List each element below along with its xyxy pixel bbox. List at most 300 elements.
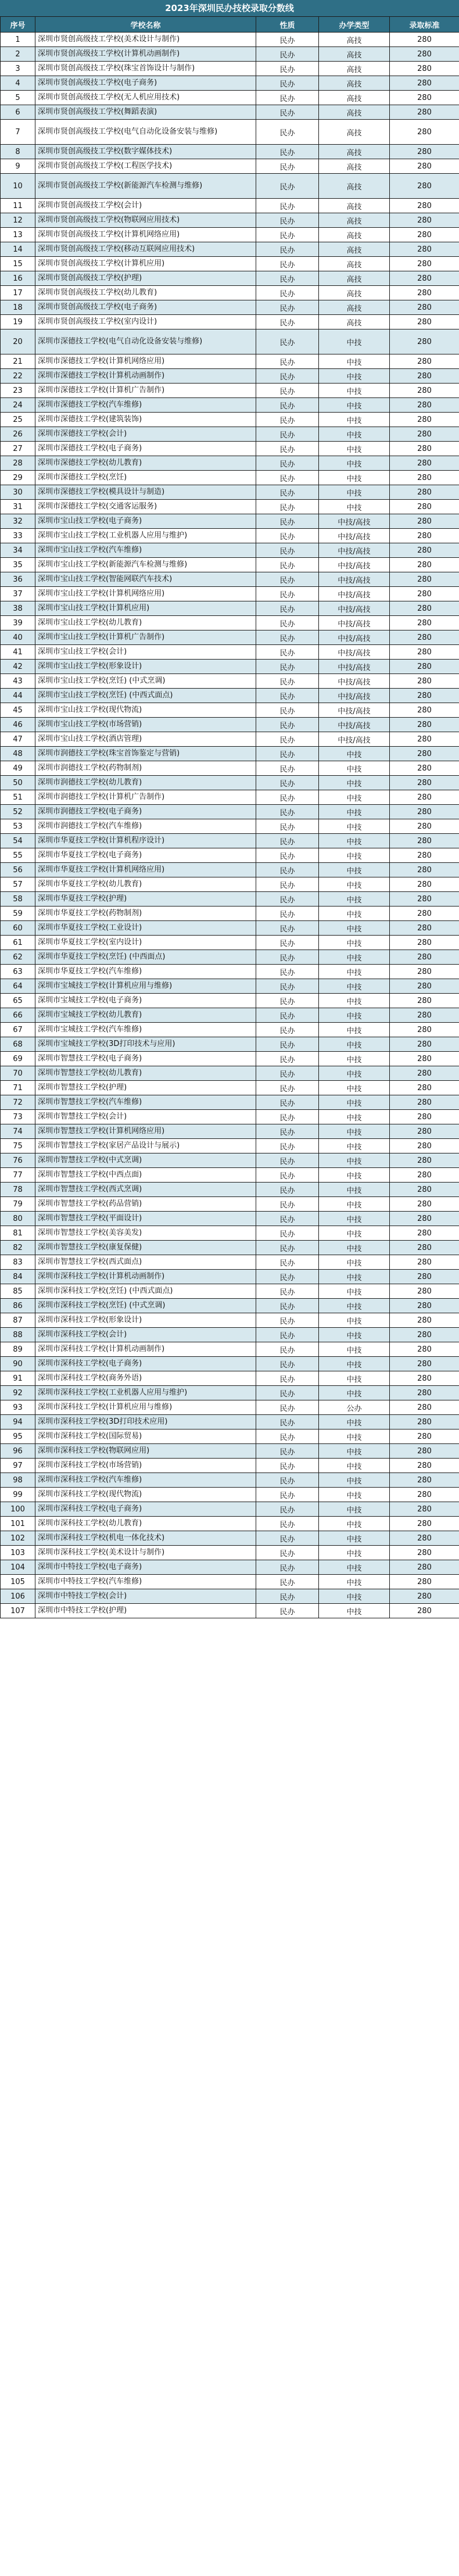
cell-school-name: 深圳市宝城技工学校(计算机应用与维修) [35,979,256,994]
cell-index: 52 [1,805,35,819]
cell-school-type: 中技 [319,805,390,819]
cell-nature: 民办 [256,1241,319,1255]
cell-score: 280 [390,1212,459,1226]
cell-nature: 民办 [256,1124,319,1139]
cell-school-name: 深圳市智慧技工学校(西式烹调) [35,1183,256,1197]
cell-nature: 民办 [256,369,319,384]
table-row [1,1488,459,1502]
cell-score: 280 [390,689,459,703]
table-row [1,485,459,500]
cell-index: 9 [1,159,35,174]
cell-school-type: 高技 [319,159,390,174]
cell-school-type: 中技 [319,1008,390,1023]
table-row [1,1560,459,1575]
table-row [1,228,459,242]
cell-school-type: 高技 [319,145,390,159]
cell-school-type: 中技 [319,1095,390,1110]
cell-nature: 民办 [256,805,319,819]
col-header-index: 序号 [1,17,35,33]
cell-index: 88 [1,1328,35,1342]
table-row [1,1459,459,1473]
cell-school-type: 中技 [319,427,390,442]
col-header-school: 学校名称 [35,17,256,33]
cell-school-name: 深圳市宝山技工学校(形象设计) [35,660,256,674]
cell-school-name: 深圳市智慧技工学校(电子商务) [35,1052,256,1066]
cell-score: 280 [390,47,459,62]
cell-index: 49 [1,761,35,776]
cell-score: 280 [390,1023,459,1037]
cell-nature: 民办 [256,271,319,286]
cell-school-name: 深圳市深科技工学校(形象设计) [35,1313,256,1328]
cell-index: 92 [1,1386,35,1400]
cell-index: 17 [1,286,35,300]
table-row [1,300,459,315]
cell-score: 280 [390,174,459,199]
cell-school-name: 深圳市宝城技工学校(幼儿教育) [35,1008,256,1023]
cell-nature: 民办 [256,1284,319,1299]
table-title: 2023年深圳民办技校录取分数线 [0,0,459,16]
cell-school-type: 中技 [319,1299,390,1313]
cell-score: 280 [390,907,459,921]
cell-index: 28 [1,456,35,471]
cell-index: 12 [1,213,35,228]
cell-score: 280 [390,1531,459,1546]
cell-index: 19 [1,315,35,329]
cell-nature: 民办 [256,1488,319,1502]
cell-nature: 民办 [256,892,319,907]
cell-nature: 民办 [256,1589,319,1604]
cell-score: 280 [390,1139,459,1153]
table-row [1,587,459,601]
cell-index: 26 [1,427,35,442]
cell-nature: 民办 [256,1095,319,1110]
cell-school-name: 深圳市华夏技工学校(烹饪) (中西面点) [35,950,256,965]
table-row [1,242,459,257]
cell-score: 280 [390,1473,459,1488]
table-row [1,442,459,456]
cell-school-name: 深圳市宝山技工学校(市场营销) [35,718,256,732]
cell-nature: 民办 [256,921,319,936]
table-row [1,76,459,91]
table-row [1,994,459,1008]
cell-nature: 民办 [256,1081,319,1095]
cell-index: 10 [1,174,35,199]
cell-school-name: 深圳市贤创高级技工学校(工程医学技术) [35,159,256,174]
table-row [1,413,459,427]
cell-nature: 民办 [256,1255,319,1270]
table-row [1,1153,459,1168]
cell-school-name: 深圳市华夏技工学校(计算机程序设计) [35,834,256,848]
cell-school-type: 中技/高技 [319,572,390,587]
cell-score: 280 [390,500,459,514]
cell-nature: 民办 [256,543,319,558]
table-row [1,456,459,471]
table-row [1,1502,459,1517]
cell-school-type: 中技 [319,819,390,834]
cell-nature: 民办 [256,1183,319,1197]
table-row [1,1197,459,1212]
cell-score: 280 [390,863,459,877]
cell-nature: 民办 [256,819,319,834]
cell-index: 43 [1,674,35,689]
cell-school-name: 深圳市华夏技工学校(护理) [35,892,256,907]
cell-nature: 民办 [256,529,319,543]
cell-school-name: 深圳市深德技工学校(建筑装饰) [35,413,256,427]
cell-school-name: 深圳市深德技工学校(交通客运服务) [35,500,256,514]
cell-nature: 民办 [256,1546,319,1560]
cell-score: 280 [390,485,459,500]
cell-nature: 民办 [256,471,319,485]
cell-score: 280 [390,1241,459,1255]
table-row [1,1386,459,1400]
cell-score: 280 [390,1589,459,1604]
table-row [1,315,459,329]
cell-nature: 民办 [256,660,319,674]
cell-nature: 民办 [256,877,319,892]
cell-index: 90 [1,1357,35,1371]
cell-school-name: 深圳市宝山技工学校(会计) [35,645,256,660]
table-row [1,616,459,630]
table-row [1,1400,459,1415]
cell-nature: 民办 [256,398,319,413]
cell-nature: 民办 [256,33,319,47]
cell-nature: 民办 [256,1153,319,1168]
cell-school-type: 高技 [319,286,390,300]
cell-index: 40 [1,630,35,645]
cell-nature: 民办 [256,1342,319,1357]
cell-nature: 民办 [256,199,319,213]
cell-score: 280 [390,921,459,936]
cell-school-type: 高技 [319,257,390,271]
cell-nature: 民办 [256,587,319,601]
cell-school-name: 深圳市贤创高级技工学校(新能源汽车检测与维修) [35,174,256,199]
cell-school-name: 深圳市深科技工学校(机电一体化技术) [35,1531,256,1546]
table-row [1,1226,459,1241]
table-row [1,950,459,965]
cell-school-name: 深圳市华夏技工学校(计算机网络应用) [35,863,256,877]
cell-school-type: 中技 [319,1560,390,1575]
cell-score: 280 [390,630,459,645]
cell-index: 91 [1,1371,35,1386]
table-row [1,1313,459,1328]
table-row [1,62,459,76]
cell-school-name: 深圳市深科技工学校(电子商务) [35,1502,256,1517]
cell-index: 53 [1,819,35,834]
cell-school-name: 深圳市贤创高级技工学校(会计) [35,199,256,213]
cell-school-type: 中技 [319,1212,390,1226]
cell-index: 64 [1,979,35,994]
cell-index: 29 [1,471,35,485]
cell-nature: 民办 [256,1037,319,1052]
cell-school-name: 深圳市贤创高级技工学校(舞蹈表演) [35,105,256,120]
cell-nature: 民办 [256,47,319,62]
cell-nature: 民办 [256,1459,319,1473]
table-row [1,660,459,674]
cell-index: 18 [1,300,35,315]
cell-index: 16 [1,271,35,286]
table-row [1,286,459,300]
cell-nature: 民办 [256,674,319,689]
cell-nature: 民办 [256,1052,319,1066]
table-row [1,1531,459,1546]
cell-school-type: 中技 [319,1488,390,1502]
cell-school-type: 中技/高技 [319,616,390,630]
cell-nature: 民办 [256,1444,319,1459]
cell-school-name: 深圳市深科技工学校(电子商务) [35,1357,256,1371]
cell-score: 280 [390,1415,459,1429]
cell-school-type: 中技 [319,442,390,456]
cell-school-type: 高技 [319,213,390,228]
table-row [1,1255,459,1270]
cell-nature: 民办 [256,703,319,718]
cell-score: 280 [390,660,459,674]
cell-nature: 民办 [256,1066,319,1081]
table-row [1,1168,459,1183]
cell-score: 280 [390,790,459,805]
cell-index: 95 [1,1429,35,1444]
cell-index: 79 [1,1197,35,1212]
cell-school-name: 深圳市宝山技工学校(汽车维修) [35,543,256,558]
cell-school-name: 深圳市贤创高级技工学校(室内设计) [35,315,256,329]
cell-school-type: 中技 [319,877,390,892]
cell-school-name: 深圳市贤创高级技工学校(电气自动化设备安装与维修) [35,120,256,145]
cell-school-type: 中技 [319,1386,390,1400]
table-row [1,1589,459,1604]
cell-nature: 民办 [256,1429,319,1444]
cell-school-type: 中技 [319,747,390,761]
cell-nature: 民办 [256,1008,319,1023]
cell-score: 280 [390,1255,459,1270]
cell-school-type: 中技 [319,1459,390,1473]
cell-nature: 民办 [256,427,319,442]
cell-nature: 民办 [256,514,319,529]
table-row [1,1066,459,1081]
cell-score: 280 [390,159,459,174]
cell-nature: 民办 [256,863,319,877]
table-row [1,33,459,47]
cell-score: 280 [390,1081,459,1095]
cell-score: 280 [390,1299,459,1313]
cell-index: 46 [1,718,35,732]
cell-school-name: 深圳市润德技工学校(珠宝首饰鉴定与营销) [35,747,256,761]
table-row [1,1371,459,1386]
cell-nature: 民办 [256,1023,319,1037]
table-row [1,877,459,892]
cell-score: 280 [390,965,459,979]
cell-index: 63 [1,965,35,979]
cell-index: 24 [1,398,35,413]
cell-index: 99 [1,1488,35,1502]
cell-nature: 民办 [256,1313,319,1328]
cell-score: 280 [390,1328,459,1342]
cell-score: 280 [390,877,459,892]
cell-school-type: 中技/高技 [319,674,390,689]
cell-school-name: 深圳市贤创高级技工学校(护理) [35,271,256,286]
cell-score: 280 [390,587,459,601]
cell-school-name: 深圳市智慧技工学校(护理) [35,1081,256,1095]
cell-school-type: 中技/高技 [319,732,390,747]
cell-index: 21 [1,354,35,369]
cell-score: 280 [390,1037,459,1052]
cell-nature: 民办 [256,442,319,456]
cell-school-type: 中技/高技 [319,645,390,660]
table-row [1,921,459,936]
cell-score: 280 [390,369,459,384]
cell-index: 69 [1,1052,35,1066]
cell-school-type: 中技 [319,965,390,979]
cell-school-type: 中技 [319,1502,390,1517]
table-row [1,776,459,790]
cell-index: 15 [1,257,35,271]
table-row [1,1052,459,1066]
cell-nature: 民办 [256,965,319,979]
cell-index: 94 [1,1415,35,1429]
cell-nature: 民办 [256,790,319,805]
table-row [1,1357,459,1371]
cell-school-name: 深圳市贤创高级技工学校(无人机应用技术) [35,91,256,105]
cell-score: 280 [390,529,459,543]
cell-score: 280 [390,572,459,587]
cell-school-name: 深圳市中特技工学校(护理) [35,1604,256,1618]
cell-school-name: 深圳市智慧技工学校(中西点面) [35,1168,256,1183]
cell-score: 280 [390,33,459,47]
cell-school-type: 中技 [319,369,390,384]
table-row [1,761,459,776]
cell-nature: 民办 [256,1386,319,1400]
cell-index: 23 [1,384,35,398]
cell-score: 280 [390,105,459,120]
cell-school-name: 深圳市宝山技工学校(酒店管理) [35,732,256,747]
cell-school-type: 高技 [319,62,390,76]
cell-school-type: 中技 [319,936,390,950]
cell-school-type: 高技 [319,300,390,315]
cell-nature: 民办 [256,213,319,228]
cell-school-name: 深圳市宝山技工学校(智能网联汽车技术) [35,572,256,587]
table-row [1,1270,459,1284]
cell-score: 280 [390,1546,459,1560]
cell-index: 77 [1,1168,35,1183]
cell-nature: 民办 [256,1270,319,1284]
cell-score: 280 [390,1386,459,1400]
cell-score: 280 [390,776,459,790]
table-row [1,718,459,732]
cell-score: 280 [390,805,459,819]
table-row [1,1212,459,1226]
cell-school-type: 中技 [319,1604,390,1618]
cell-score: 280 [390,892,459,907]
table-row [1,47,459,62]
cell-school-type: 中技 [319,471,390,485]
cell-school-type: 中技 [319,1255,390,1270]
cell-school-name: 深圳市深科技工学校(幼儿教育) [35,1517,256,1531]
cell-index: 97 [1,1459,35,1473]
cell-index: 72 [1,1095,35,1110]
cell-index: 11 [1,199,35,213]
table-row [1,271,459,286]
cell-score: 280 [390,354,459,369]
cell-school-name: 深圳市深科技工学校(商务外语) [35,1371,256,1386]
cell-nature: 民办 [256,257,319,271]
cell-index: 32 [1,514,35,529]
table-row [1,1604,459,1618]
cell-school-type: 中技 [319,1371,390,1386]
cell-nature: 民办 [256,456,319,471]
cell-school-name: 深圳市贤创高级技工学校(计算机动画制作) [35,47,256,62]
cell-school-type: 中技 [319,907,390,921]
table-row [1,1095,459,1110]
cell-nature: 民办 [256,630,319,645]
cell-index: 25 [1,413,35,427]
cell-index: 48 [1,747,35,761]
cell-nature: 民办 [256,645,319,660]
cell-school-type: 中技/高技 [319,689,390,703]
cell-score: 280 [390,427,459,442]
cell-nature: 民办 [256,950,319,965]
cell-index: 57 [1,877,35,892]
cell-school-name: 深圳市深德技工学校(汽车维修) [35,398,256,413]
cell-nature: 民办 [256,732,319,747]
cell-school-type: 中技 [319,1052,390,1066]
cell-school-type: 中技 [319,354,390,369]
cell-school-type: 中技 [319,1124,390,1139]
cell-school-name: 深圳市贤创高级技工学校(计算机网络应用) [35,228,256,242]
cell-score: 280 [390,718,459,732]
table-row [1,427,459,442]
cell-school-name: 深圳市华夏技工学校(药物制剂) [35,907,256,921]
cell-score: 280 [390,1124,459,1139]
cell-school-name: 深圳市宝城技工学校(3D打印技术与应用) [35,1037,256,1052]
cell-school-type: 中技 [319,485,390,500]
cell-school-name: 深圳市宝山技工学校(计算机应用) [35,601,256,616]
cell-school-type: 中技 [319,1589,390,1604]
cell-index: 76 [1,1153,35,1168]
cell-score: 280 [390,413,459,427]
cell-index: 31 [1,500,35,514]
cell-school-name: 深圳市贤创高级技工学校(物联网应用技术) [35,213,256,228]
cell-school-name: 深圳市智慧技工学校(幼儿教育) [35,1066,256,1081]
cell-nature: 民办 [256,558,319,572]
table-row [1,500,459,514]
cell-nature: 民办 [256,174,319,199]
cell-school-type: 中技/高技 [319,718,390,732]
cell-score: 280 [390,732,459,747]
cell-nature: 民办 [256,834,319,848]
cell-school-name: 深圳市深科技工学校(烹饪) (中式烹调) [35,1299,256,1313]
cell-school-type: 公办 [319,1400,390,1415]
cell-school-type: 中技 [319,413,390,427]
cell-index: 100 [1,1502,35,1517]
cell-nature: 民办 [256,1415,319,1429]
cell-score: 280 [390,213,459,228]
cell-school-name: 深圳市深科技工学校(烹饪) (中西式面点) [35,1284,256,1299]
cell-school-type: 中技 [319,384,390,398]
cell-score: 280 [390,616,459,630]
cell-index: 55 [1,848,35,863]
table-row [1,105,459,120]
cell-school-name: 深圳市智慧技工学校(计算机网络应用) [35,1124,256,1139]
table-body [1,33,459,1618]
cell-index: 39 [1,616,35,630]
cell-score: 280 [390,1488,459,1502]
table-row [1,572,459,587]
cell-score: 280 [390,514,459,529]
cell-school-type: 中技/高技 [319,601,390,616]
cell-score: 280 [390,1560,459,1575]
cell-nature: 民办 [256,994,319,1008]
cell-score: 280 [390,199,459,213]
cell-score: 280 [390,1197,459,1212]
cell-school-type: 中技 [319,950,390,965]
